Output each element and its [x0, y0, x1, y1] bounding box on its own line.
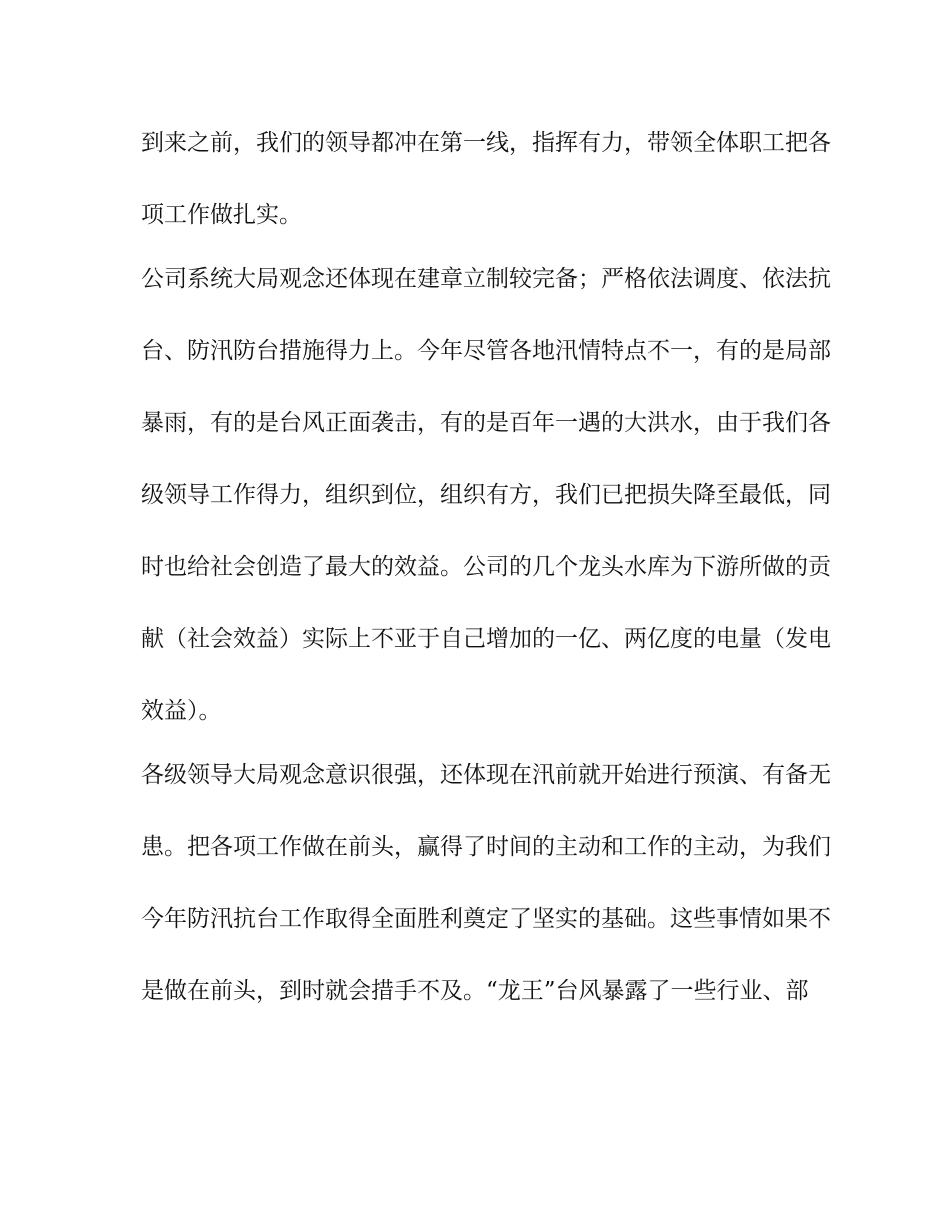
- text-line: 患。把各项工作做在前头，赢得了时间的主动和工作的主动，为我们: [141, 834, 831, 860]
- text-line: 到来之前，我们的领导都冲在第一线，指挥有力，带领全体职工把各: [141, 130, 831, 156]
- text-line: 级领导工作得力，组织到位，组织有方，我们已把损失降至最低，同: [141, 482, 831, 508]
- text-line: 今年防汛抗台工作取得全面胜利奠定了坚实的基础。这些事情如果不: [141, 906, 831, 932]
- text-line: 各级领导大局观念意识很强，还体现在汛前就开始进行预演、有备无: [141, 762, 831, 788]
- text-line: 公司系统大局观念还体现在建章立制较完备；严格依法调度、依法抗: [141, 266, 831, 292]
- text-line: 项工作做扎实。: [141, 202, 302, 228]
- text-line: 献（社会效益）实际上不亚于自己增加的一亿、两亿度的电量（发电: [141, 626, 831, 652]
- text-line: 效益）。: [141, 698, 222, 724]
- text-line: 暴雨，有的是台风正面袭击，有的是百年一遇的大洪水，由于我们各: [141, 410, 831, 436]
- text-line: 是做在前头，到时就会措手不及。“龙王”台风暴露了一些行业、部: [141, 978, 809, 1004]
- text-line: 台、防汛防台措施得力上。今年尽管各地汛情特点不一，有的是局部: [141, 338, 831, 364]
- text-line: 时也给社会创造了最大的效益。公司的几个龙头水库为下游所做的贡: [141, 554, 831, 580]
